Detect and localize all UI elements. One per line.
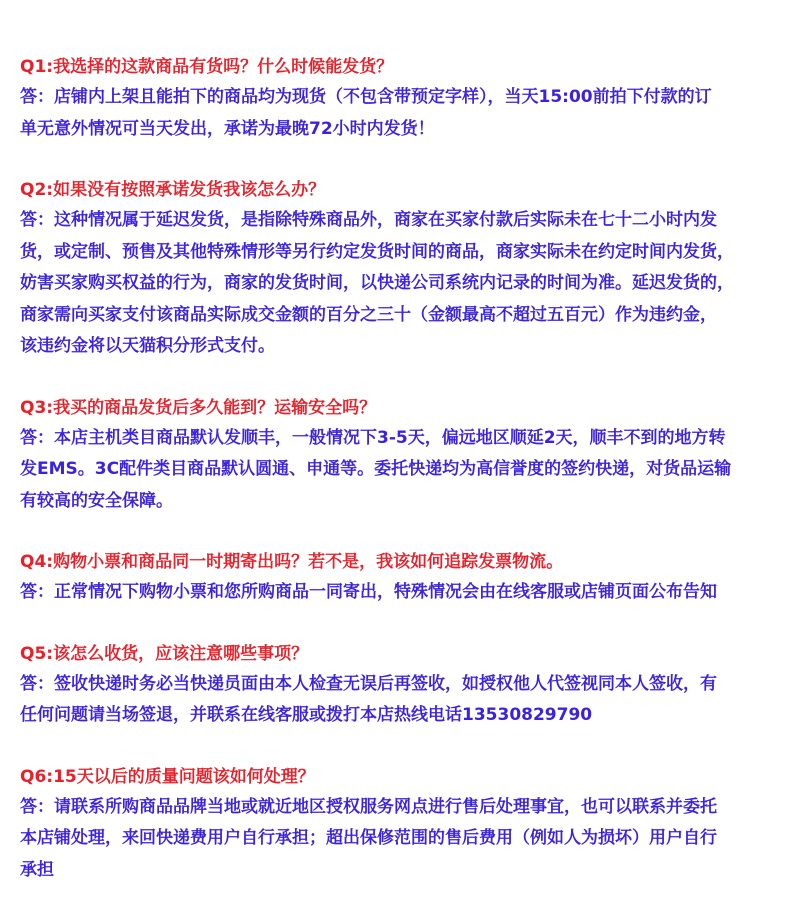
faq-answer-line: 该违约金将以天猫积分形式支付。 <box>20 336 275 356</box>
faq-answer <box>20 82 782 145</box>
faq-question: Q1:我选择的这款商品有货吗？什么时候能发货？ <box>20 57 394 77</box>
faq-item-q4 <box>20 547 782 609</box>
faq-answer <box>20 423 782 518</box>
faq-answer <box>20 577 782 609</box>
faq-question: Q4:购物小票和商品同一时期寄出吗？若不是，我该如何追踪发票物流。 <box>20 552 564 572</box>
faq-item-q6 <box>20 762 782 887</box>
faq-answer-line: 单无意外情况可当天发出，承诺为最晚72小时内发货！ <box>20 118 435 139</box>
faq-question: Q2:如果没有按照承诺发货我该怎么办？ <box>20 180 326 200</box>
faq-answer <box>20 792 782 887</box>
faq-item-q1 <box>20 52 782 145</box>
faq-answer-line: 有较高的安全保障。 <box>20 490 173 511</box>
faq-answer-line: 答：这种情况属于延迟发货，是指除特殊商品外，商家在买家付款后实际未在七十二小时内发 <box>20 210 717 230</box>
faq-answer-line: 答：正常情况下购物小票和您所购商品一同寄出，特殊情况会由在线客服或店铺页面公布告知 <box>20 582 717 602</box>
faq-answer-line: 答：店铺内上架且能拍下的商品均为现货（不包含带预定字样），当天15:00前拍下付款的订 <box>20 87 712 107</box>
faq-list <box>20 52 782 916</box>
faq-answer-line: 货，或定制、预售及其他特殊情形等另行约定发货时间的商品，商家实际未在约定时间内发货， <box>20 241 734 262</box>
faq-question: Q5:该怎么收货，应该注意哪些事项？ <box>20 643 309 664</box>
faq-answer <box>20 205 782 363</box>
faq-question: Q6:15天以后的质量问题该如何处理？ <box>20 766 315 787</box>
faq-answer-line: 本店铺处理，来回快递费用户自行承担；超出保修范围的售后费用（例如人为损坏）用户自行 <box>20 828 717 848</box>
faq-answer-line: 答：签收快递时务必当快递员面由本人检查无误后再签收，如授权他人代签视同本人签收，有 <box>20 673 717 694</box>
faq-answer-line: 发EMS。3C配件类目商品默认圆通、申通等。委托快递均为高信誉度的签约快递，对货品运输 <box>20 459 732 479</box>
faq-answer-line: 妨害买家购买权益的行为，商家的发货时间，以快递公司系统内记录的时间为准。延迟发货的， <box>20 273 734 293</box>
faq-answer-line: 答：本店主机类目商品默认发顺丰，一般情况下3-5天，偏远地区顺延2天，顺丰不到的地方转 <box>20 427 726 448</box>
faq-answer-line: 答：请联系所购商品品牌当地或就近地区授权服务网点进行售后处理事宜，也可以联系并委托 <box>20 796 717 817</box>
faq-item-q2 <box>20 175 782 363</box>
faq-item-q3 <box>20 393 782 518</box>
faq-answer-line: 承担 <box>20 859 54 880</box>
faq-answer <box>20 669 782 732</box>
faq-item-q5 <box>20 639 782 732</box>
faq-answer-line: 商家需向买家支付该商品实际成交金额的百分之三十（金额最高不超过五百元）作为违约金， <box>20 304 717 325</box>
faq-question: Q3:我买的商品发货后多久能到？运输安全吗？ <box>20 397 377 418</box>
faq-answer-line: 任何问题请当场签退，并联系在线客服或拨打本店热线电话13530829790 <box>20 705 593 725</box>
